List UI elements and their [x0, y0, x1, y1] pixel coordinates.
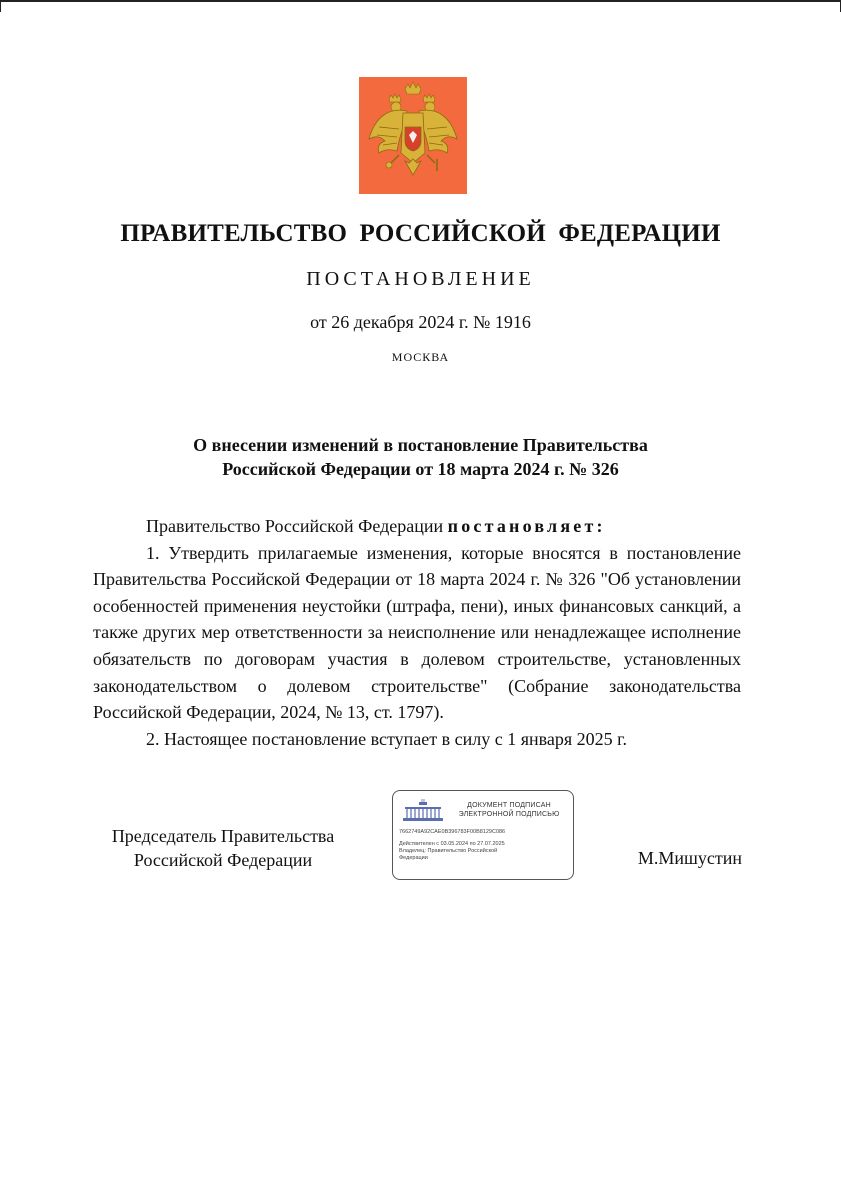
position-line-1: Председатель Правительства [111, 826, 335, 846]
document-date-number: от 26 декабря 2024 г. № 1916 [310, 312, 531, 332]
stamp-title-line-1: ДОКУМЕНТ ПОДПИСАН [467, 802, 551, 809]
stamp-title [449, 801, 569, 819]
signatory-name: М.Мишустин [637, 848, 742, 868]
page-frame-left-border [0, 0, 1, 12]
page-frame-top-border [0, 0, 841, 2]
certificate-owner-line-2: Федерации [399, 855, 428, 861]
document-body [93, 513, 741, 752]
intro-text: Правительство Российской Федерации [146, 516, 448, 536]
electronic-signature-stamp [392, 790, 574, 880]
intro-paragraph [93, 513, 741, 540]
coat-of-arms-icon [359, 77, 467, 194]
certificate-owner-line-1: Владелец: Правительство Российской [399, 848, 498, 854]
stamp-title-line-2: ЭЛЕКТРОННОЙ ПОДПИСЬЮ [458, 811, 560, 818]
certificate-validity: Действителен с 03.05.2024 по 27.07.2025 [399, 841, 505, 847]
item-1-paragraph: 1. Утвердить прилагаемые изменения, которые вносятся в постановление Правительства Российской Федерации от 18 марта 2024 г. № 326 "Об установлении особенностей применения неустойки (штрафа, пени), иных финансовых санкций, а также других мер ответственности за неисполнение или ненадлежащее исполнение обязательств по договорам участия в долевом строительстве, установленных законодательством о долевом строительстве" (Собрание законодательства Российской Федерации, 2024, № 13, ст. 1797). [93, 542, 741, 723]
signatory-position [93, 824, 353, 872]
document-city: МОСКВА [391, 350, 450, 364]
government-title: ПРАВИТЕЛЬСТВО РОССИЙСКОЙ ФЕДЕРАЦИИ [120, 220, 721, 247]
document-heading [100, 433, 741, 481]
heading-line-2: Российской Федерации от 18 марта 2024 г. № 326 [222, 459, 619, 479]
position-line-2: Российской Федерации [133, 850, 313, 870]
intro-verb: постановляет: [447, 516, 606, 536]
government-building-icon [401, 799, 445, 821]
document-type: ПОСТАНОВЛЕНИЕ [306, 268, 535, 290]
heading-line-1: О внесении изменений в постановление Правительства [193, 435, 648, 455]
item-2-paragraph: 2. Настоящее постановление вступает в силу с 1 января 2025 г. [146, 728, 628, 749]
certificate-serial: 7662749A92CAE0B396783F00B8129C086 [399, 829, 506, 835]
